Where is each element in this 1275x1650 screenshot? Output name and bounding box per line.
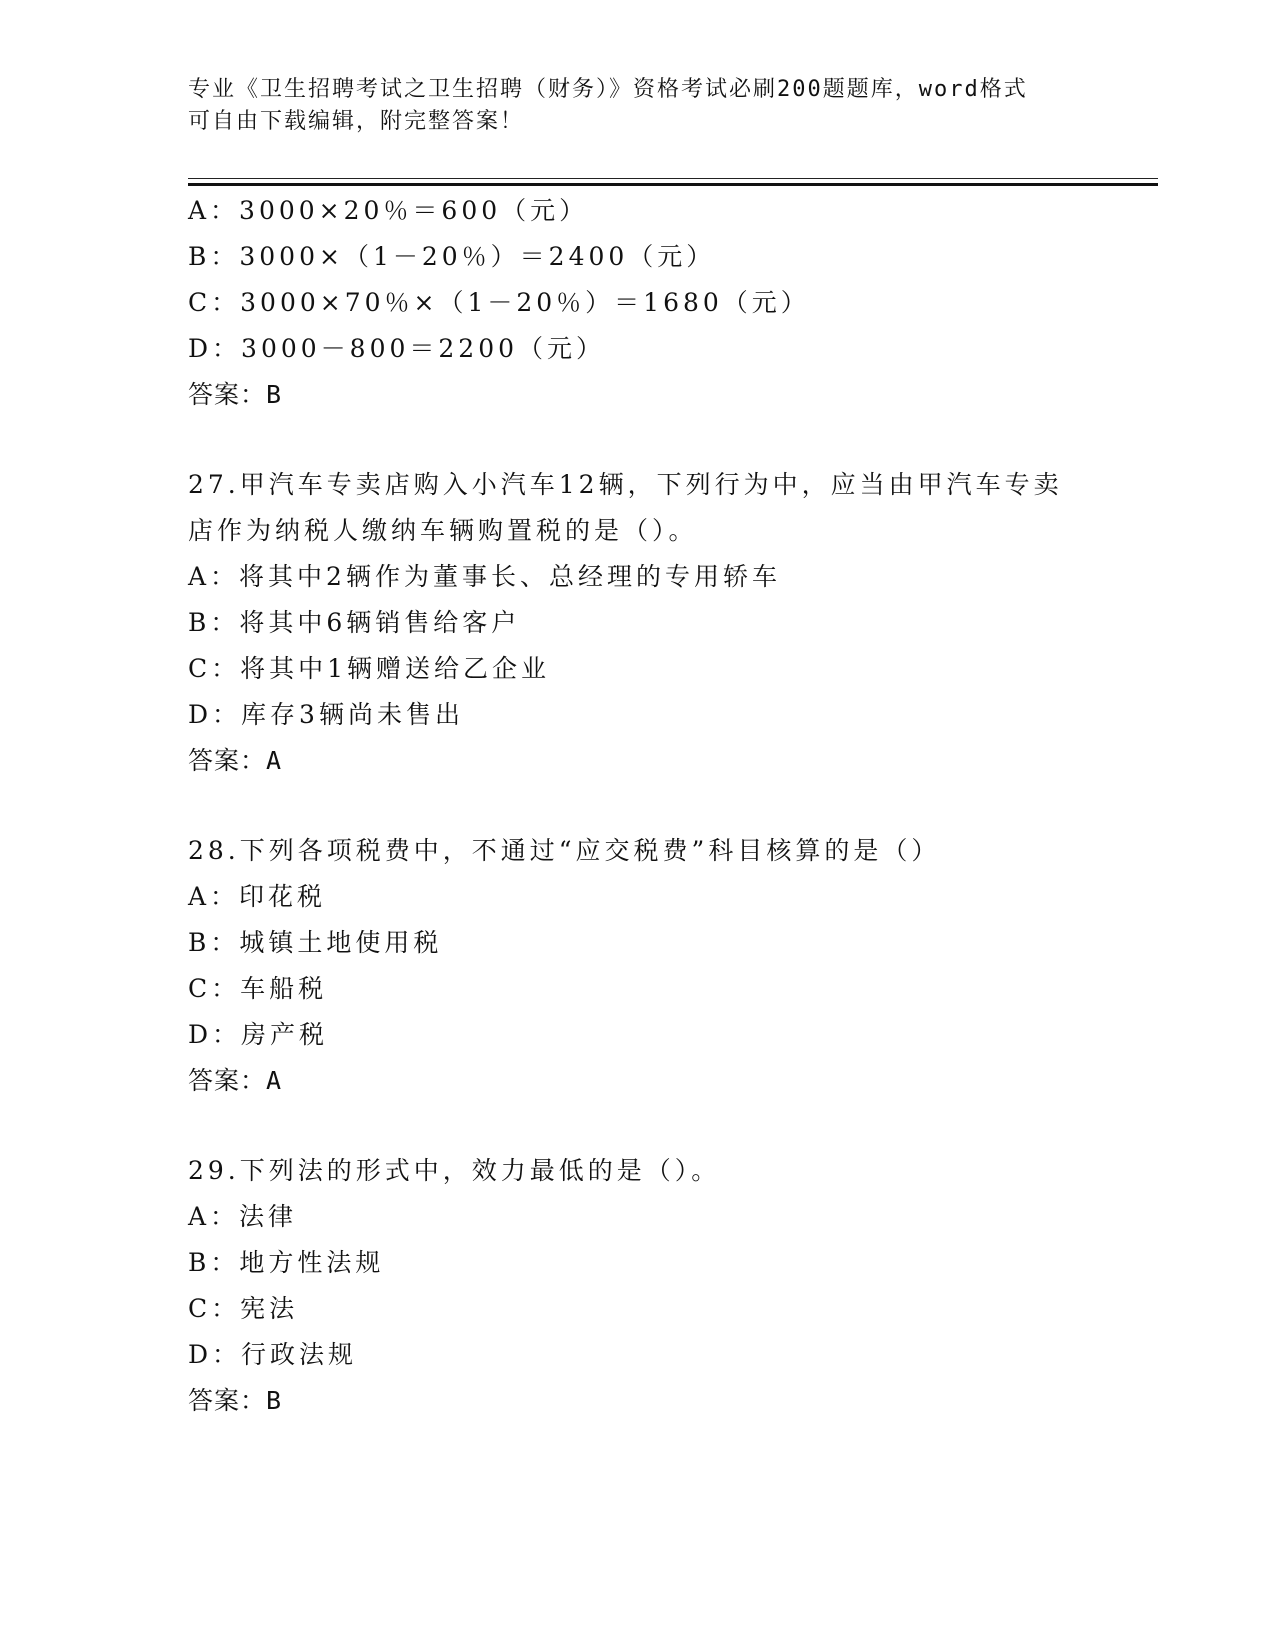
question-text: 28.下列各项税费中，不通过“应交税费”科目核算的是（）	[188, 836, 941, 865]
option-d: D：房产税	[188, 1020, 329, 1049]
option-c: C：宪法	[188, 1294, 299, 1323]
question-28-block	[188, 828, 1088, 1104]
question-26-block	[188, 188, 1088, 418]
answer-line: 答案：A	[188, 1066, 283, 1095]
header-divider-thick	[188, 183, 1158, 186]
option-d: D：3000－800＝2200（元）	[188, 334, 606, 363]
header-title-line-2: 可自由下载编辑，附完整答案！	[188, 109, 525, 134]
document-header	[188, 74, 1088, 138]
question-27-block	[188, 462, 1088, 784]
answer-line: 答案：B	[188, 1386, 283, 1415]
option-c: C：车船税	[188, 974, 328, 1003]
document-content	[188, 188, 1088, 1424]
option-a: A：法律	[188, 1202, 298, 1231]
option-b: B：城镇土地使用税	[188, 928, 443, 957]
spacer	[188, 418, 1088, 462]
header-divider-thin	[188, 178, 1158, 179]
question-text-line-2: 店作为纳税人缴纳车辆购置税的是（）。	[188, 516, 698, 545]
option-c: C：3000×70％×（1－20％）＝1680（元）	[188, 288, 810, 317]
option-a: A：印花税	[188, 882, 327, 911]
option-d: D：行政法规	[188, 1340, 358, 1369]
question-text-line-1: 27.甲汽车专卖店购入小汽车12辆，下列行为中，应当由甲汽车专卖	[188, 470, 1063, 499]
question-text: 29.下列法的形式中，效力最低的是（）。	[188, 1156, 721, 1185]
spacer	[188, 784, 1088, 828]
question-29-block	[188, 1148, 1088, 1424]
option-a: A：将其中2辆作为董事长、总经理的专用轿车	[188, 562, 781, 591]
answer-line: 答案：A	[188, 746, 283, 775]
option-d: D：库存3辆尚未售出	[188, 700, 464, 729]
answer-line: 答案：B	[188, 380, 283, 409]
option-b: B：3000×（1－20％）＝2400（元）	[188, 242, 716, 271]
option-b: B：地方性法规	[188, 1248, 385, 1277]
option-b: B：将其中6辆销售给客户	[188, 608, 521, 637]
option-a: A：3000×20％＝600（元）	[188, 196, 589, 225]
header-title-line-1: 专业《卫生招聘考试之卫生招聘（财务）》资格考试必刷200题题库，word格式	[188, 77, 1028, 102]
spacer	[188, 1104, 1088, 1148]
option-c: C：将其中1辆赠送给乙企业	[188, 654, 551, 683]
